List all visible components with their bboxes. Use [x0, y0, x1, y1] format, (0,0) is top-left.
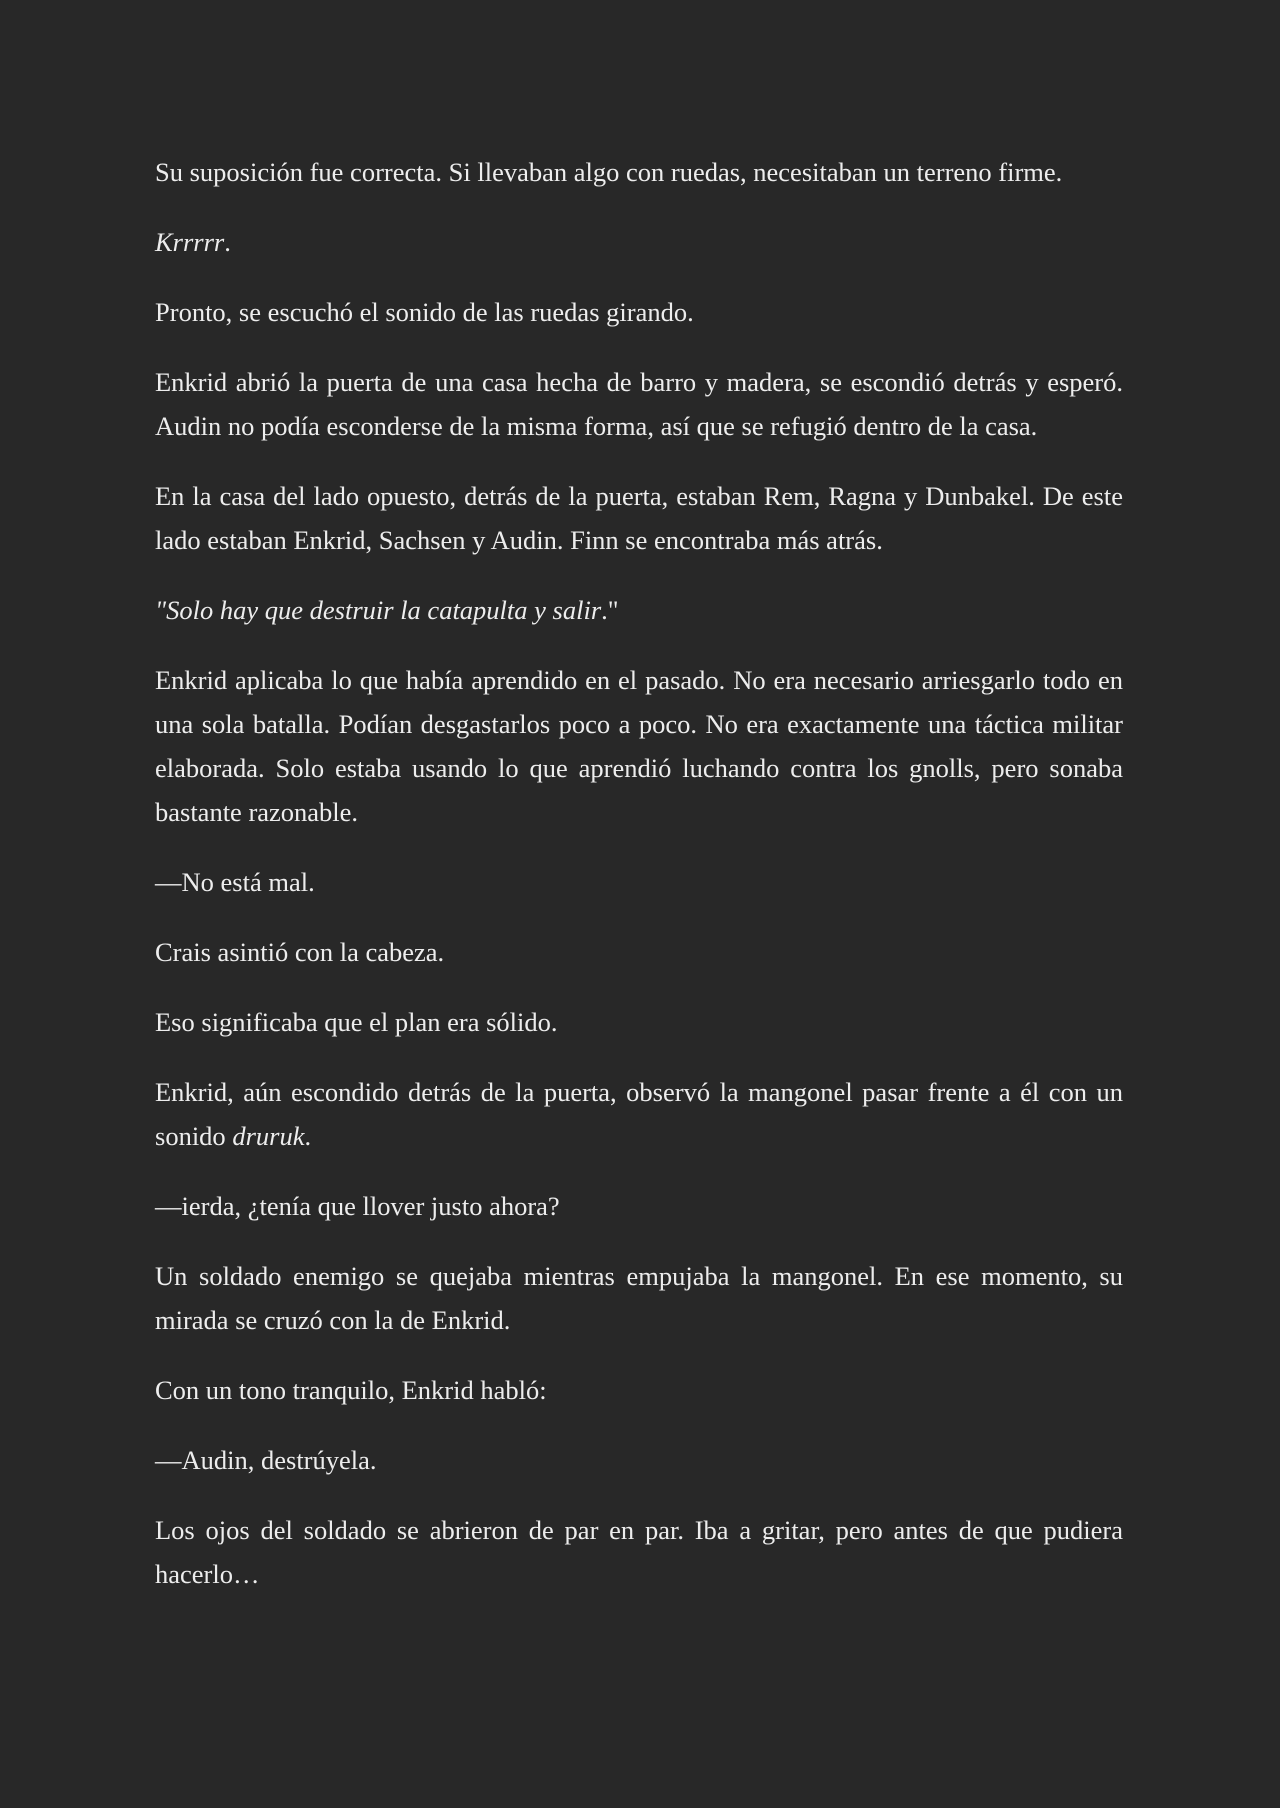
paragraph: [155, 1070, 1123, 1158]
paragraph: [155, 220, 1123, 264]
sound-effect-text: Krrrrr: [155, 227, 225, 257]
paragraph: En la casa del lado opuesto, detrás de la puerta, estaban Rem, Ragna y Dunbakel. De este lado estaban Enkrid, Sachsen y Audin. Finn se encontraba más atrás.: [155, 481, 1123, 555]
thought-text: "Solo hay que destruir la catapulta y salir: [155, 595, 602, 625]
paragraph: Enkrid aplicaba lo que había aprendido en el pasado. No era necesario arriesgarlo todo en una sola batalla. Podían desgastarlos poco a poco. No era exactamente una táctica militar elaborada. Solo estaba usando lo que aprendió luchando contra los gnolls, pero sonaba bastante razonable.: [155, 665, 1123, 827]
dialogue-line: —No está mal.: [155, 867, 315, 897]
dialogue-line: —ierda, ¿tenía que llover justo ahora?: [155, 1191, 560, 1221]
paragraph: Los ojos del soldado se abrieron de par en par. Iba a gritar, pero antes de que pudiera hacerlo…: [155, 1515, 1123, 1589]
paragraph: Su suposición fue correcta. Si llevaban algo con ruedas, necesitaban un terreno firme.: [155, 157, 1063, 187]
punctuation: .: [304, 1121, 312, 1151]
punctuation: .": [601, 595, 619, 625]
punctuation: .: [224, 227, 231, 257]
paragraph: Con un tono tranquilo, Enkrid habló:: [155, 1375, 547, 1405]
paragraph-text: Enkrid, aún escondido detrás de la puerta, observó la mangonel pasar frente a él con un sonido: [155, 1077, 1123, 1151]
paragraph: Eso significaba que el plan era sólido.: [155, 1007, 558, 1037]
paragraph: [155, 588, 1123, 632]
paragraph: Enkrid abrió la puerta de una casa hecha de barro y madera, se escondió detrás y esperó. Audin no podía esconderse de la misma forma, así que se refugió dentro de la casa.: [155, 367, 1123, 441]
paragraph: Pronto, se escuchó el sonido de las ruedas girando.: [155, 297, 694, 327]
paragraph: Crais asintió con la cabeza.: [155, 937, 445, 967]
chapter-text: [155, 150, 1123, 1622]
dialogue-line: —Audin, destrúyela.: [155, 1445, 377, 1475]
sound-effect-text: druruk: [232, 1121, 305, 1151]
paragraph: Un soldado enemigo se quejaba mientras empujaba la mangonel. En ese momento, su mirada se cruzó con la de Enkrid.: [155, 1261, 1123, 1335]
